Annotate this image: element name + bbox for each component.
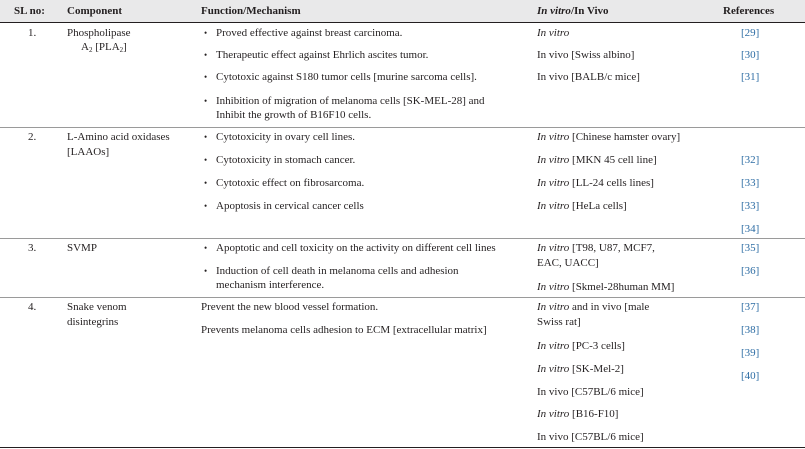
bullet: • (204, 266, 208, 276)
bullet: • (204, 178, 208, 188)
bullet: • (204, 72, 208, 82)
row2-component-line2: [LAAOs] (67, 146, 110, 158)
reference-link[interactable]: [34] (741, 223, 760, 235)
row3-component-line1: SVMP (67, 242, 97, 254)
row3-function-3: mechanism interference. (216, 279, 325, 291)
row3-function-2: Induction of cell death in melanoma cells and adhesion (216, 265, 459, 277)
reference-link[interactable]: [29] (741, 27, 760, 39)
row1-invivo-1: In vitro (537, 27, 570, 39)
row3-invivo-2: EAC, UACC] (537, 257, 599, 269)
reference-link[interactable]: [37] (741, 301, 760, 313)
row4-component-line2: disintegrins (67, 316, 119, 328)
header-invitro: In vitro/In Vivo (537, 5, 609, 17)
row2-function-2: Cytotoxicity in stomach cancer. (216, 154, 356, 166)
row4-invivo-3: In vitro [PC-3 cells] (537, 340, 625, 352)
row1-function-4: Inhibition of migration of melanoma cells [SK-MEL-28] and (216, 95, 485, 107)
row1-function-2: Therapeutic effect against Ehrlich ascites tumor. (216, 49, 429, 61)
row3-function-1: Apoptotic and cell toxicity on the activity on different cell lines (216, 242, 496, 254)
row2-function-4: Apoptosis in cervical cancer cells (216, 200, 364, 212)
reference-link[interactable]: [30] (741, 49, 760, 61)
reference-link[interactable]: [35] (741, 242, 760, 254)
header-component: Component (67, 5, 123, 17)
row4-function-1: Prevent the new blood vessel formation. (201, 301, 379, 313)
row2-invivo-1: In vitro [Chinese hamster ovary] (537, 131, 681, 143)
bullet: • (204, 201, 208, 211)
reference-link[interactable]: [32] (741, 154, 760, 166)
bullet: • (204, 155, 208, 165)
reference-link[interactable]: [36] (741, 265, 760, 277)
row2-invivo-4: In vitro [HeLa cells] (537, 200, 627, 212)
row1-invivo-3: In vivo [BALB/c mice] (537, 71, 640, 83)
reference-link[interactable]: [33] (741, 200, 760, 212)
row1-function-5: Inhibit the growth of B16F10 cells. (216, 109, 372, 121)
row4-function-2: Prevents melanoma cells adhesion to ECM [extracellular matrix] (201, 324, 487, 336)
row2-invivo-3: In vitro [LL-24 cells lines] (537, 177, 654, 189)
row1-function-3: Cytotoxic against S180 tumor cells [murine sarcoma cells]. (216, 71, 477, 83)
row3-invivo-3: In vitro [Skmel-28human MM] (537, 281, 675, 293)
header-sl: SL no: (14, 5, 45, 17)
row2-function-1: Cytotoxicity in ovary cell lines. (216, 131, 356, 143)
row1-component-line1: Phospholipase (67, 27, 131, 39)
row2-invivo-2: In vitro [MKN 45 cell line] (537, 154, 657, 166)
reference-link[interactable]: [31] (741, 71, 760, 83)
bullet: • (204, 96, 208, 106)
header-function: Function/Mechanism (201, 5, 301, 17)
row4-invivo-4: In vitro [SK-Mel-2] (537, 363, 624, 375)
row4-invivo-7: In vivo [C57BL/6 mice] (537, 431, 644, 443)
bullet: • (204, 28, 208, 38)
reference-link[interactable]: [40] (741, 370, 760, 382)
row4-invivo-2: Swiss rat] (537, 316, 581, 328)
table-bottom-rule (0, 447, 805, 448)
row4-invivo-5: In vivo [C57BL/6 mice] (537, 386, 644, 398)
row3-sl: 3. (28, 242, 37, 254)
row-divider (0, 127, 805, 128)
row3-invivo-1: In vitro [T98, U87, MCF7, (537, 242, 655, 254)
row4-invivo-6: In vitro [B16-F10] (537, 408, 619, 420)
bullet: • (204, 50, 208, 60)
bullet: • (204, 243, 208, 253)
header-references: References (723, 5, 775, 17)
header-rule (0, 22, 805, 23)
row1-component-line2: $A_2$ $[PLA_2]$ (81, 41, 127, 54)
row4-component-line1: Snake venom (67, 301, 127, 313)
row4-invivo-1: In vitro and in vivo [male (537, 301, 650, 313)
row1-sl: 1. (28, 27, 37, 39)
row2-sl: 2. (28, 131, 37, 143)
row2-component-line1: L-Amino acid oxidases (67, 131, 170, 143)
row1-invivo-2: In vivo [Swiss albino] (537, 49, 635, 61)
row1-function-1: Proved effective against breast carcinoma. (216, 27, 403, 39)
row2-function-3: Cytotoxic effect on fibrosarcoma. (216, 177, 365, 189)
row-divider (0, 297, 805, 298)
reference-link[interactable]: [39] (741, 347, 760, 359)
reference-link[interactable]: [33] (741, 177, 760, 189)
reference-link[interactable]: [38] (741, 324, 760, 336)
row-divider (0, 238, 805, 239)
row4-sl: 4. (28, 301, 37, 313)
bullet: • (204, 132, 208, 142)
